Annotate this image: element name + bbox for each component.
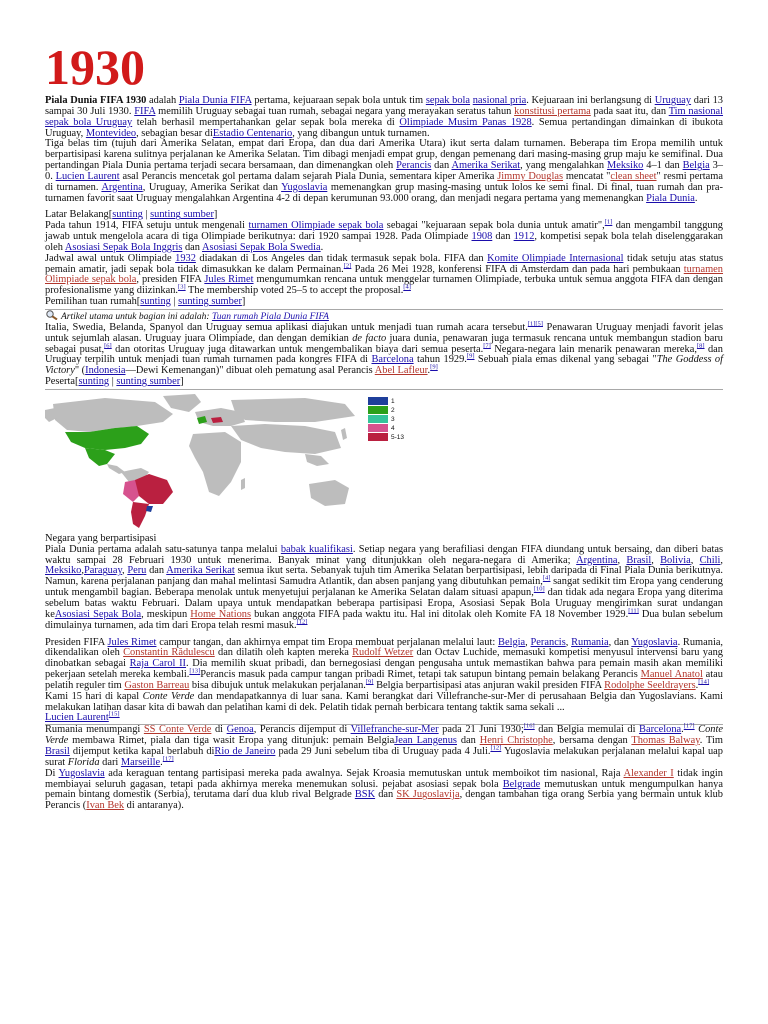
text: , yang dibangun untuk turnamen. (292, 127, 430, 139)
link-brasil[interactable]: Brasil (626, 554, 652, 566)
link-jean-langenus[interactable]: Jean Langenus (394, 735, 457, 747)
link-jimmy-douglas[interactable]: Jimmy Douglas (497, 170, 563, 182)
legend-swatch (368, 415, 388, 423)
link-meksiko[interactable]: Meksiko (607, 160, 644, 172)
text: . (695, 679, 699, 691)
paragraph-participants-2 (45, 638, 723, 692)
text: adalah (146, 95, 179, 106)
link-genoa[interactable]: Genoa (226, 724, 254, 736)
paragraph-intro (45, 96, 723, 139)
map-legend (368, 397, 404, 442)
link-thomas-balway[interactable]: Thomas Balway (631, 735, 700, 747)
legend-item (368, 424, 404, 433)
link-rudolf-wetzer[interactable]: Rudolf Wetzer (352, 647, 414, 659)
legend-label: 1 (391, 397, 395, 405)
link-abel-lafleur[interactable]: Abel Lafleur (374, 365, 428, 377)
link-jules-rimet[interactable]: Jules Rimet (204, 274, 254, 286)
text: , (525, 636, 531, 648)
text: Pada tahun 1914, FIFA setuju untuk mengenali (45, 220, 249, 232)
link-bolivia[interactable]: Bolivia (660, 554, 691, 566)
legend-item (368, 397, 404, 406)
text: diadakan di Los Angeles dan tidak termasuk sepak bola. FIFA dan (195, 252, 488, 264)
link-fifa[interactable]: FIFA (134, 105, 156, 117)
text: , Uruguay, Amerika Serikat dan (142, 181, 282, 193)
text: . (427, 365, 431, 377)
text: dan (146, 565, 167, 577)
text: , (81, 565, 84, 577)
text: dan (182, 241, 203, 253)
text: dan (492, 231, 514, 243)
italic-text: Florida (67, 756, 100, 768)
link-tuan-rumah[interactable]: Tuan rumah Piala Dunia FIFA (211, 311, 329, 322)
text: Yugoslavia melakukan perjalanan melalui kapal uap surat (45, 745, 723, 768)
text: dan Octav Luchide, memasuki kompetisi menyusul intervensi baru yang dinobatkan sebagai (45, 647, 723, 670)
text: dan Belgia memulai di (534, 724, 640, 736)
citation-link[interactable]: [13] (189, 667, 201, 675)
citation-link[interactable]: [9] (466, 353, 475, 360)
link-meksiko[interactable]: Meksiko (45, 565, 82, 577)
bracket: ] (241, 296, 246, 308)
text: membawa Rimet, piala dan tiga wasit Eropa yang ditunjuk: pemain Belgia (68, 735, 395, 747)
legend-item (368, 406, 404, 415)
link-estadio-centenario[interactable]: Estadio Centenario (212, 127, 293, 139)
text: bukan anggota FIFA pada waktu itu. Hal ini ditolak oleh Komite FA 18 November 1929. (251, 608, 629, 620)
paragraph-yugoslavia (45, 769, 723, 812)
link-rio-de-janeiro[interactable]: Rio de Janeiro (214, 745, 276, 757)
separator: | (142, 209, 151, 221)
text: . Dia memilih skuat pribadi, dan bernegosiasi dengan pengusaha untuk memastikan bahwa para pemain masih akan memiliki pekerjaan setelah mereka kembali. (45, 658, 723, 681)
link-bsk[interactable]: BSK (354, 789, 376, 801)
text: , bersama dengan (552, 735, 632, 747)
legend-label: 4 (391, 424, 395, 432)
bold-term: Piala Dunia FIFA 1930 (45, 95, 147, 106)
bracket: [ (136, 296, 141, 308)
text: . (694, 192, 698, 204)
link-tim-nasional-uruguay[interactable]: Tim nasional sepak bola Uruguay (45, 105, 724, 128)
heading-text: Peserta (45, 376, 76, 388)
paragraph-voyage (45, 724, 723, 768)
bracket: [ (108, 209, 113, 221)
text: . (681, 724, 684, 736)
link-marseille[interactable]: Marseille (120, 756, 161, 768)
link-jules-rimet[interactable]: Jules Rimet (107, 636, 157, 648)
text: atau pelatih reguler tim (45, 669, 723, 691)
text: , kompetisi sepak bola telah diselenggarakan oleh (45, 231, 723, 253)
legend-swatch (368, 433, 388, 441)
text: sebagai "kejuaraan sepak bola dunia untuk amatir", (383, 220, 605, 232)
link-1912[interactable]: 1912 (513, 231, 535, 243)
link-asosiasi-swedia[interactable]: Asosiasi Sepak Bola Swedia (202, 241, 321, 253)
text: . Tim (699, 735, 723, 747)
link-amerika-serikat[interactable]: Amerika Serikat (451, 160, 521, 172)
link-ioc[interactable]: Komite Olimpiade Internasional (487, 252, 624, 264)
link-chili[interactable]: Chili (699, 554, 721, 566)
edit-link[interactable]: sunting (140, 296, 171, 308)
link-constantin-radulescu[interactable]: Constantin Rădulescu (123, 647, 215, 659)
text: . (160, 756, 163, 768)
citation-link[interactable]: [4] (542, 574, 551, 582)
paragraph-host (45, 320, 724, 377)
link-villefranche[interactable]: Villefranche-sur-Mer (350, 724, 439, 736)
link-piala-dunia-fifa[interactable]: Piala Dunia FIFA (178, 95, 252, 106)
text: Kami 15 hari di kapal (45, 690, 143, 702)
text: , sebagian besar di (136, 127, 213, 139)
text: , (565, 636, 572, 648)
text: dan otoritas Uruguay juga ditawarkan untuk mengembalikan biaya dari semua peserta. (111, 343, 484, 355)
link-belgia[interactable]: Belgia (498, 636, 526, 648)
text: ada keraguan tentang partisipasi mereka pada awalnya. Sejak Kroasia memutuskan untuk memboikot tim nasional, Raja (104, 767, 624, 779)
italic-text: The Goddess of Victory (45, 354, 723, 377)
text: , (690, 554, 700, 566)
separator: | (170, 296, 179, 308)
text: memenangkan grup masing-masing untuk lolos ke semi final. Di final, tuan rumah dan pra-turnamen favorit saat Uruguay mengalahkan Argentina 4-2 di depan kerumunan 93.000 orang, dan menjadi negara pertama yang memenangkan (45, 181, 723, 204)
text: memutuskan untuk mengumpulkan hanya pemain bintang domestik (Serbia), terutama dari dua klub rival Belgrade (45, 778, 723, 801)
link-nasional-pria[interactable]: nasional pria (472, 95, 527, 106)
text: Belgia berpartisipasi atas anjuran wakil presiden FIFA (373, 679, 605, 691)
text: , yang mengalahkan (520, 160, 607, 172)
text: 3–0. (45, 160, 724, 182)
text: dan dilatih oleh kapten mereka (214, 647, 353, 659)
paragraph-background-2 (45, 254, 723, 297)
link-raja-carol-ii[interactable]: Raja Carol II (129, 658, 187, 670)
citation-link[interactable]: [1] (604, 218, 613, 226)
link-indonesia[interactable]: Indonesia (85, 365, 126, 377)
text: , dengan tambahan tiga orang Serbia yang bermain untuk klub Perancis ( (45, 789, 723, 812)
link-belgrade[interactable]: Belgrade (502, 778, 541, 790)
italic-text: Conte Verde (142, 690, 195, 702)
link-1908[interactable]: 1908 (471, 231, 493, 243)
link-rumania[interactable]: Rumania (571, 636, 609, 648)
citation-link[interactable]: [7] (483, 342, 491, 350)
citation-link[interactable]: [10] (533, 585, 545, 593)
text: Perancis masuk pada campur tangan pribadi Rimet, tetapi tak satupun bintang pemain belakang Perancis (200, 669, 641, 681)
link-asosiasi-inggris[interactable]: Asosiasi Sepak Bola Inggris (64, 241, 183, 253)
link-yugoslavia[interactable]: Yugoslavia (281, 181, 328, 193)
link-asosiasi-sepak-bola[interactable]: Asosiasi Sepak Bola (54, 608, 142, 620)
legend-label: 3 (391, 415, 395, 423)
map-romania (211, 417, 223, 423)
text: dan Uruguay terpilih untuk menjadi tuan rumah turnamen pada kongres FIFA di (45, 343, 723, 366)
text: dan mengambil tanggung jawab untuk mengelola acara di tiga Olimpiade berikutnya: dari 1920 sampai 1928. Pada Olimpiade (45, 220, 723, 243)
legend-item (368, 433, 404, 442)
text: Artikel utama untuk bagian ini adalah: (61, 311, 212, 322)
legend-label: 5-13 (391, 433, 405, 441)
text: juara dunia, penawaran juga termasuk rencana untuk membangun stadion baru sebagai pusat, (45, 332, 724, 355)
citation-link[interactable]: [12] (296, 618, 308, 626)
text: Penawaran Uruguay menjadi favorit jelas untuk sejumlah alasan. Uruguay juara Olimpiade, dan dengan demikian (45, 321, 723, 344)
link-lucien-laurent[interactable]: Lucien Laurent (45, 712, 109, 724)
citation-link[interactable]: [11] (628, 607, 639, 615)
text: dari 13 sampai 30 Juli 1930. (45, 95, 723, 117)
text: —Dewi Kemenangan)" dibuat oleh pematung asal Perancis (125, 365, 375, 377)
citation-link[interactable]: [6] (104, 342, 112, 350)
link-barcelona[interactable]: Barcelona (639, 724, 682, 736)
text: , presiden FIFA (136, 274, 205, 286)
text: Rumania menumpangi (45, 724, 144, 736)
legend-swatch (368, 397, 388, 405)
text: . Setiap negara yang berafiliasi dengan FIFA diundang untuk bersaing, dan diberi batas waktu sampai 28 Februari 1930 untuk menerima. Banyak minat yang ditunjukkan oleh negara-negara di Amerika; (45, 543, 723, 566)
quote (45, 692, 723, 714)
link-henri-christophe[interactable]: Henri Christophe (479, 735, 553, 747)
text: mencatat " (563, 170, 611, 182)
text: pertama, kejuaraan sepak bola untuk tim (251, 95, 426, 106)
link-ivan-bek[interactable]: Ivan Bek (86, 800, 125, 812)
text: , (720, 554, 723, 566)
citation-link[interactable]: [15] (108, 710, 120, 718)
link-belgia[interactable]: Belgia (682, 160, 710, 172)
text: . Semua pertandingan dimainkan di ibukota Uruguay, (45, 116, 724, 139)
citation-link[interactable]: [16] (523, 722, 535, 730)
quote-attribution (45, 710, 723, 724)
link-clean-sheet[interactable]: clean sheet (610, 170, 657, 182)
text: Piala Dunia pertama adalah satu-satunya tanpa melalui (45, 543, 281, 555)
link-brasil[interactable]: Brasil (45, 745, 70, 757)
paragraph-participants-1 (45, 545, 723, 632)
text: Presiden FIFA (45, 636, 108, 648)
citation-link[interactable]: [4] (403, 283, 411, 291)
bracket: ] (180, 376, 184, 388)
text: The membership voted 25–5 to accept the proposal. (185, 285, 404, 297)
link-barcelona[interactable]: Barcelona (371, 354, 414, 366)
text: 4–1 dan (643, 160, 683, 172)
legend-swatch (368, 406, 388, 414)
link-turnamen-olimpiade[interactable]: turnamen Olimpiade sepak bola (248, 220, 384, 232)
text: dan tidak ada negara Eropa yang diterima sebelum batas waktu Februari. Dalam upaya untuk mendapatkan beberapa partisipasi Eropa, Asosiasi Sepak Bola Uruguay mengirimkan surat undangan ke (45, 587, 724, 620)
text: dari (99, 756, 121, 768)
page-title: 1930 (45, 39, 145, 95)
text: tahun 1929. (413, 354, 467, 366)
text: dan (456, 735, 480, 747)
text: asal Perancis mencetak gol pertama dalam sejarah Piala Dunia, sementara kiper Amerika (119, 170, 498, 182)
link-montevideo[interactable]: Montevideo (85, 127, 137, 139)
text: . Kejuaraan ini berlangsung di (526, 95, 655, 106)
text: " ( (74, 365, 86, 377)
citation-link[interactable]: [9] (365, 678, 374, 686)
section-heading-host (45, 297, 723, 310)
map-caption: Negara yang berpartisipasi (45, 532, 157, 544)
magnifier-icon (45, 310, 61, 320)
separator: | (109, 376, 117, 388)
legend-label: 2 (391, 406, 395, 414)
legend-swatch (368, 424, 388, 432)
link-uruguay[interactable]: Uruguay (654, 95, 692, 106)
text: pada 29 Juni sebelum tiba di Uruguay pada 4 Juli. (275, 745, 491, 757)
edit-link[interactable]: sunting (112, 209, 143, 221)
text: memilih Uruguay sebagai tuan rumah, sebagai negara yang merayakan seratus tahun (155, 105, 515, 117)
text: , dan (608, 636, 632, 648)
paragraph-summary (45, 139, 723, 204)
citation-link[interactable]: [1][5] (527, 320, 543, 328)
text: , Perancis dijemput di (253, 724, 351, 736)
citation-link[interactable]: [12] (490, 744, 502, 752)
text: di antaranya). (124, 800, 184, 812)
link-konstitusi-pertama[interactable]: konstitusi pertama (514, 105, 591, 117)
link-piala-dunia[interactable]: Piala Dunia (646, 192, 695, 204)
citation-link[interactable]: [17] (162, 755, 174, 763)
bracket: ] (213, 209, 218, 221)
text: di (211, 724, 227, 736)
text: mengumumkan rencana untuk menggelar turnamen Olimpiade, terbuka untuk semua anggota FIFA dan dengan profesionalisme yang diizinkan. (45, 274, 723, 297)
text: , (617, 554, 627, 566)
edit-link[interactable]: sunting (78, 376, 110, 388)
text: pada saat itu, dan (590, 105, 669, 117)
section-heading-participants (45, 377, 723, 390)
link-ss-conte-verde[interactable]: SS Conte Verde (143, 724, 212, 736)
text: , (651, 554, 661, 566)
text: Pada 26 Mei 1928, konferensi FIFA di Amsterdam dan pada hari pembukaan (351, 263, 684, 275)
link-turnamen-olimpiade-2[interactable]: turnamen Olimpiade sepak bola (45, 263, 723, 286)
edit-source-link[interactable]: sunting sumber (116, 376, 181, 388)
citation-link[interactable]: [14] (698, 678, 710, 686)
text: tidak ingin membiayai seluruh gagasan, tetapi pada akhirnya mereka menemukan solusi. pejabat asosiasi sepak bola (45, 767, 723, 790)
text: semua ikut serta. Sebanyak tujuh tim Amerika Selatan berpartisipasi, lebih daripada di Final Piala Dunia berikutnya. Namun, karena perjalanan panjang dan mahal melintasi Samudra Atlantik, dan absen panjang yang dibutuhkan pemain, (45, 565, 724, 588)
heading-text: Pemilihan tuan rumah (45, 296, 137, 308)
text: dijemput ketika kapal berlabuh di (69, 745, 215, 757)
link-home-nations[interactable]: Home Nations (190, 608, 252, 620)
italic-text: de facto (352, 332, 387, 344)
text: pada 21 Juni 1930; (438, 724, 524, 736)
link-yugoslavia[interactable]: Yugoslavia (631, 636, 678, 648)
edit-source-link[interactable]: sunting sumber (150, 209, 214, 221)
legend-item (368, 415, 404, 424)
link-rodolphe-seeldrayers[interactable]: Rodolphe Seeldrayers (604, 679, 696, 691)
link-olimpiade-1928[interactable]: Olimpiade Musim Panas 1928 (399, 116, 532, 128)
link-yugoslavia[interactable]: Yugoslavia (58, 767, 105, 779)
text: bisa dibujuk untuk melakukan perjalanan. (189, 679, 366, 691)
link-paraguay[interactable]: Paraguay (83, 565, 122, 577)
link-lucien-laurent[interactable]: Lucien Laurent (55, 170, 120, 182)
text: dan (431, 160, 452, 172)
text: dan (375, 789, 397, 801)
text: Italia, Swedia, Belanda, Spanyol dan Uruguay semua aplikasi diajukan untuk menjadi tuan rumah acara tersebut. (45, 321, 528, 333)
text: . Rumania, dikendalikan oleh (45, 636, 724, 659)
paragraph-background-1 (45, 218, 723, 254)
text: . (320, 241, 324, 253)
world-map (45, 392, 365, 532)
text: campur tangan, dan akhirnya empat tim Eropa membuat perjalanan melalui laut: (156, 636, 499, 648)
link-manuel-anatol[interactable]: Manuel Anatol (640, 669, 703, 681)
text: " resmi pertama di turnamen. (45, 170, 723, 193)
article (45, 40, 723, 812)
edit-source-link[interactable]: sunting sumber (178, 296, 242, 308)
citation-link[interactable]: [9] (430, 363, 438, 371)
text: , (121, 565, 128, 577)
link-babak-kualifikasi[interactable]: babak kualifikasi (280, 543, 353, 555)
text: telah berhasil mempertahankan gelar sepak bola mereka di (132, 116, 400, 128)
link-alexander-i[interactable]: Alexander I (623, 767, 674, 779)
link-1932[interactable]: 1932 (175, 252, 196, 264)
participants-map (45, 392, 425, 532)
bracket: [ (75, 376, 79, 388)
heading-text: Latar Belakang (45, 209, 109, 221)
text: sangat sedikit tim Eropa yang cenderung untuk mengambil bagian. Beberapa menolak untuk menyetujui perjalanan ke Amerika Selatan dalam situasi apapun, (45, 576, 723, 599)
text: Jadwal awal untuk Olimpiade (45, 252, 176, 264)
text: , meskipun (141, 608, 191, 620)
link-argentina[interactable]: Argentina (101, 181, 143, 193)
link-argentina[interactable]: Argentina (576, 554, 618, 566)
text: Di (45, 767, 59, 779)
text: Negara-negara lain menarik penawaran mereka, (490, 343, 697, 355)
link-sepak-bola[interactable]: sepak bola (425, 95, 471, 106)
text: Sebuah piala emas dikenal yang sebagai " (474, 354, 657, 366)
link-peru[interactable]: Peru (127, 565, 147, 577)
link-amerika-serikat[interactable]: Amerika Serikat (166, 565, 235, 577)
link-perancis[interactable]: Perancis (396, 160, 432, 172)
link-sk-jugoslavija[interactable]: SK Jugoslavija (396, 789, 460, 801)
text: dan mendapatkannya di luar sana. Kami berangkat dari Villefranche-sur-Mer di perusahaan Belgia dan Yugoslavians. Kami melakukan latihan dasar kita di bawah dan pelatihan kami di dek. Pelatih tidak pernah berbicara tentang taktik sama sekali ... (45, 690, 724, 713)
link-gaston-barreau[interactable]: Gaston Barreau (124, 679, 190, 691)
link-perancis[interactable]: Perancis (530, 636, 566, 648)
citation-link[interactable]: [17] (683, 722, 695, 730)
citation-link[interactable]: [3] (178, 283, 186, 291)
text: Dua bulan sebelum dimulainya turnamen, ada tim dari Eropa telah resmi masuk. (45, 608, 723, 631)
citation-link[interactable]: [8] (696, 342, 705, 350)
italic-text: Conte Verde (45, 724, 723, 747)
citation-link[interactable]: [2] (343, 262, 352, 270)
text: tidak setuju atas status pemain amatir, jadi sepak bola tidak dimasukkan ke dalam Permainan. (45, 252, 724, 275)
text: Tiga belas tim (tujuh dari Amerika Selatan, empat dari Eropa, dan dua dari Amerika Utara) ikut serta dalam turnamen. Beberapa tim Eropa memilih untuk berpartisipasi karena sulitnya perjalanan ke Amerika Selatan. Tim dibagi menjadi empat grup, dengan pemenang dari masing-masing grup maju ke semifinal. Dua pertandingan Piala Dunia pertama terjadi secara bersamaan, dan dimenangkan oleh (45, 138, 723, 172)
